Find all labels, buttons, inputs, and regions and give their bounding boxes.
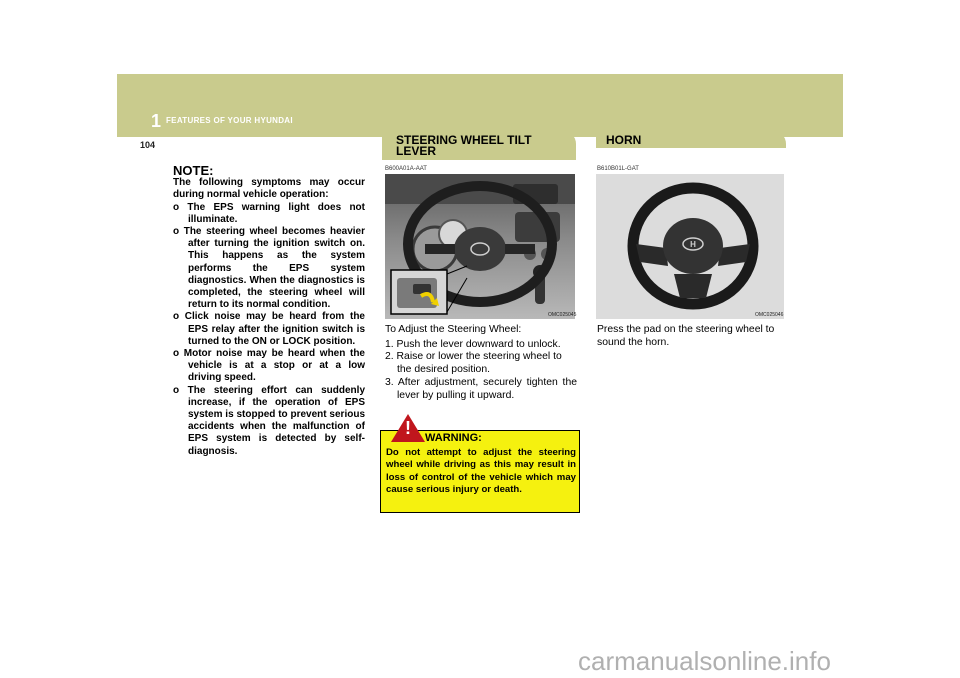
svg-text:H: H — [690, 240, 696, 249]
tilt-step: 1. Push the lever downward to unlock. — [385, 338, 561, 350]
note-item: o Click noise may be heard from the EPS relay after the ignition switch is turned to the ON or LOCK position. — [173, 311, 365, 347]
note-item: o The steering effort can suddenly increase, if the operation of EPS system is stopped to prevent serious accidents when the malfunction of EPS system is detected by self-diagnosis. — [173, 384, 365, 457]
warning-text: Do not attempt to adjust the steering wheel while driving as this may result in loss of control of the vehicle which may cause serious injury or death. — [386, 447, 576, 496]
note-intro: The following symptoms may occur during normal vehicle operation: — [173, 177, 365, 201]
horn-image-code: OMC025046 — [755, 312, 784, 318]
tilt-step: 3. After adjustment, securely tighten the lever by pulling it upward. — [385, 376, 577, 401]
note-item: o Motor noise may be heard when the vehicle is at a stop or at a low driving speed. — [173, 348, 365, 384]
note-item: o The EPS warning light does not illuminate. — [173, 201, 365, 225]
steering-tilt-photo — [385, 174, 575, 319]
page-number: 104 — [140, 140, 156, 150]
tilt-image-code: OMC025045 — [548, 312, 577, 318]
chapter-title: FEATURES OF YOUR HYUNDAI — [166, 116, 293, 125]
header-band — [117, 74, 843, 137]
horn-wheel-photo — [596, 174, 784, 319]
warning-title: WARNING: — [425, 432, 482, 444]
horn-text: Press the pad on the steering wheel to sound the horn. — [597, 324, 775, 348]
tilt-section-title: STEERING WHEEL TILT LEVER — [396, 133, 532, 158]
note-item: o The steering wheel becomes heavier after turning the ignition switch on. This happens as the system performs the EPS system diagnostics. When the diagnostics is completed, the steering wheel will return to its normal condition. — [173, 226, 365, 311]
horn-section-code: B610B01L-GAT — [597, 166, 639, 172]
warning-symbol: ! — [405, 418, 411, 438]
horn-section-title: HORN — [606, 133, 642, 147]
tilt-instructions — [385, 324, 577, 402]
note-title: NOTE: — [173, 163, 214, 178]
watermark: carmanualsonline.info — [578, 646, 831, 676]
note-section — [173, 165, 365, 458]
chapter-number: 1 — [151, 111, 162, 131]
tilt-intro: To Adjust the Steering Wheel: — [385, 324, 522, 335]
tilt-section-code: B600A01A-AAT — [385, 166, 427, 172]
tilt-step: 2. Raise or lower the steering wheel to the desired position. — [385, 351, 562, 376]
